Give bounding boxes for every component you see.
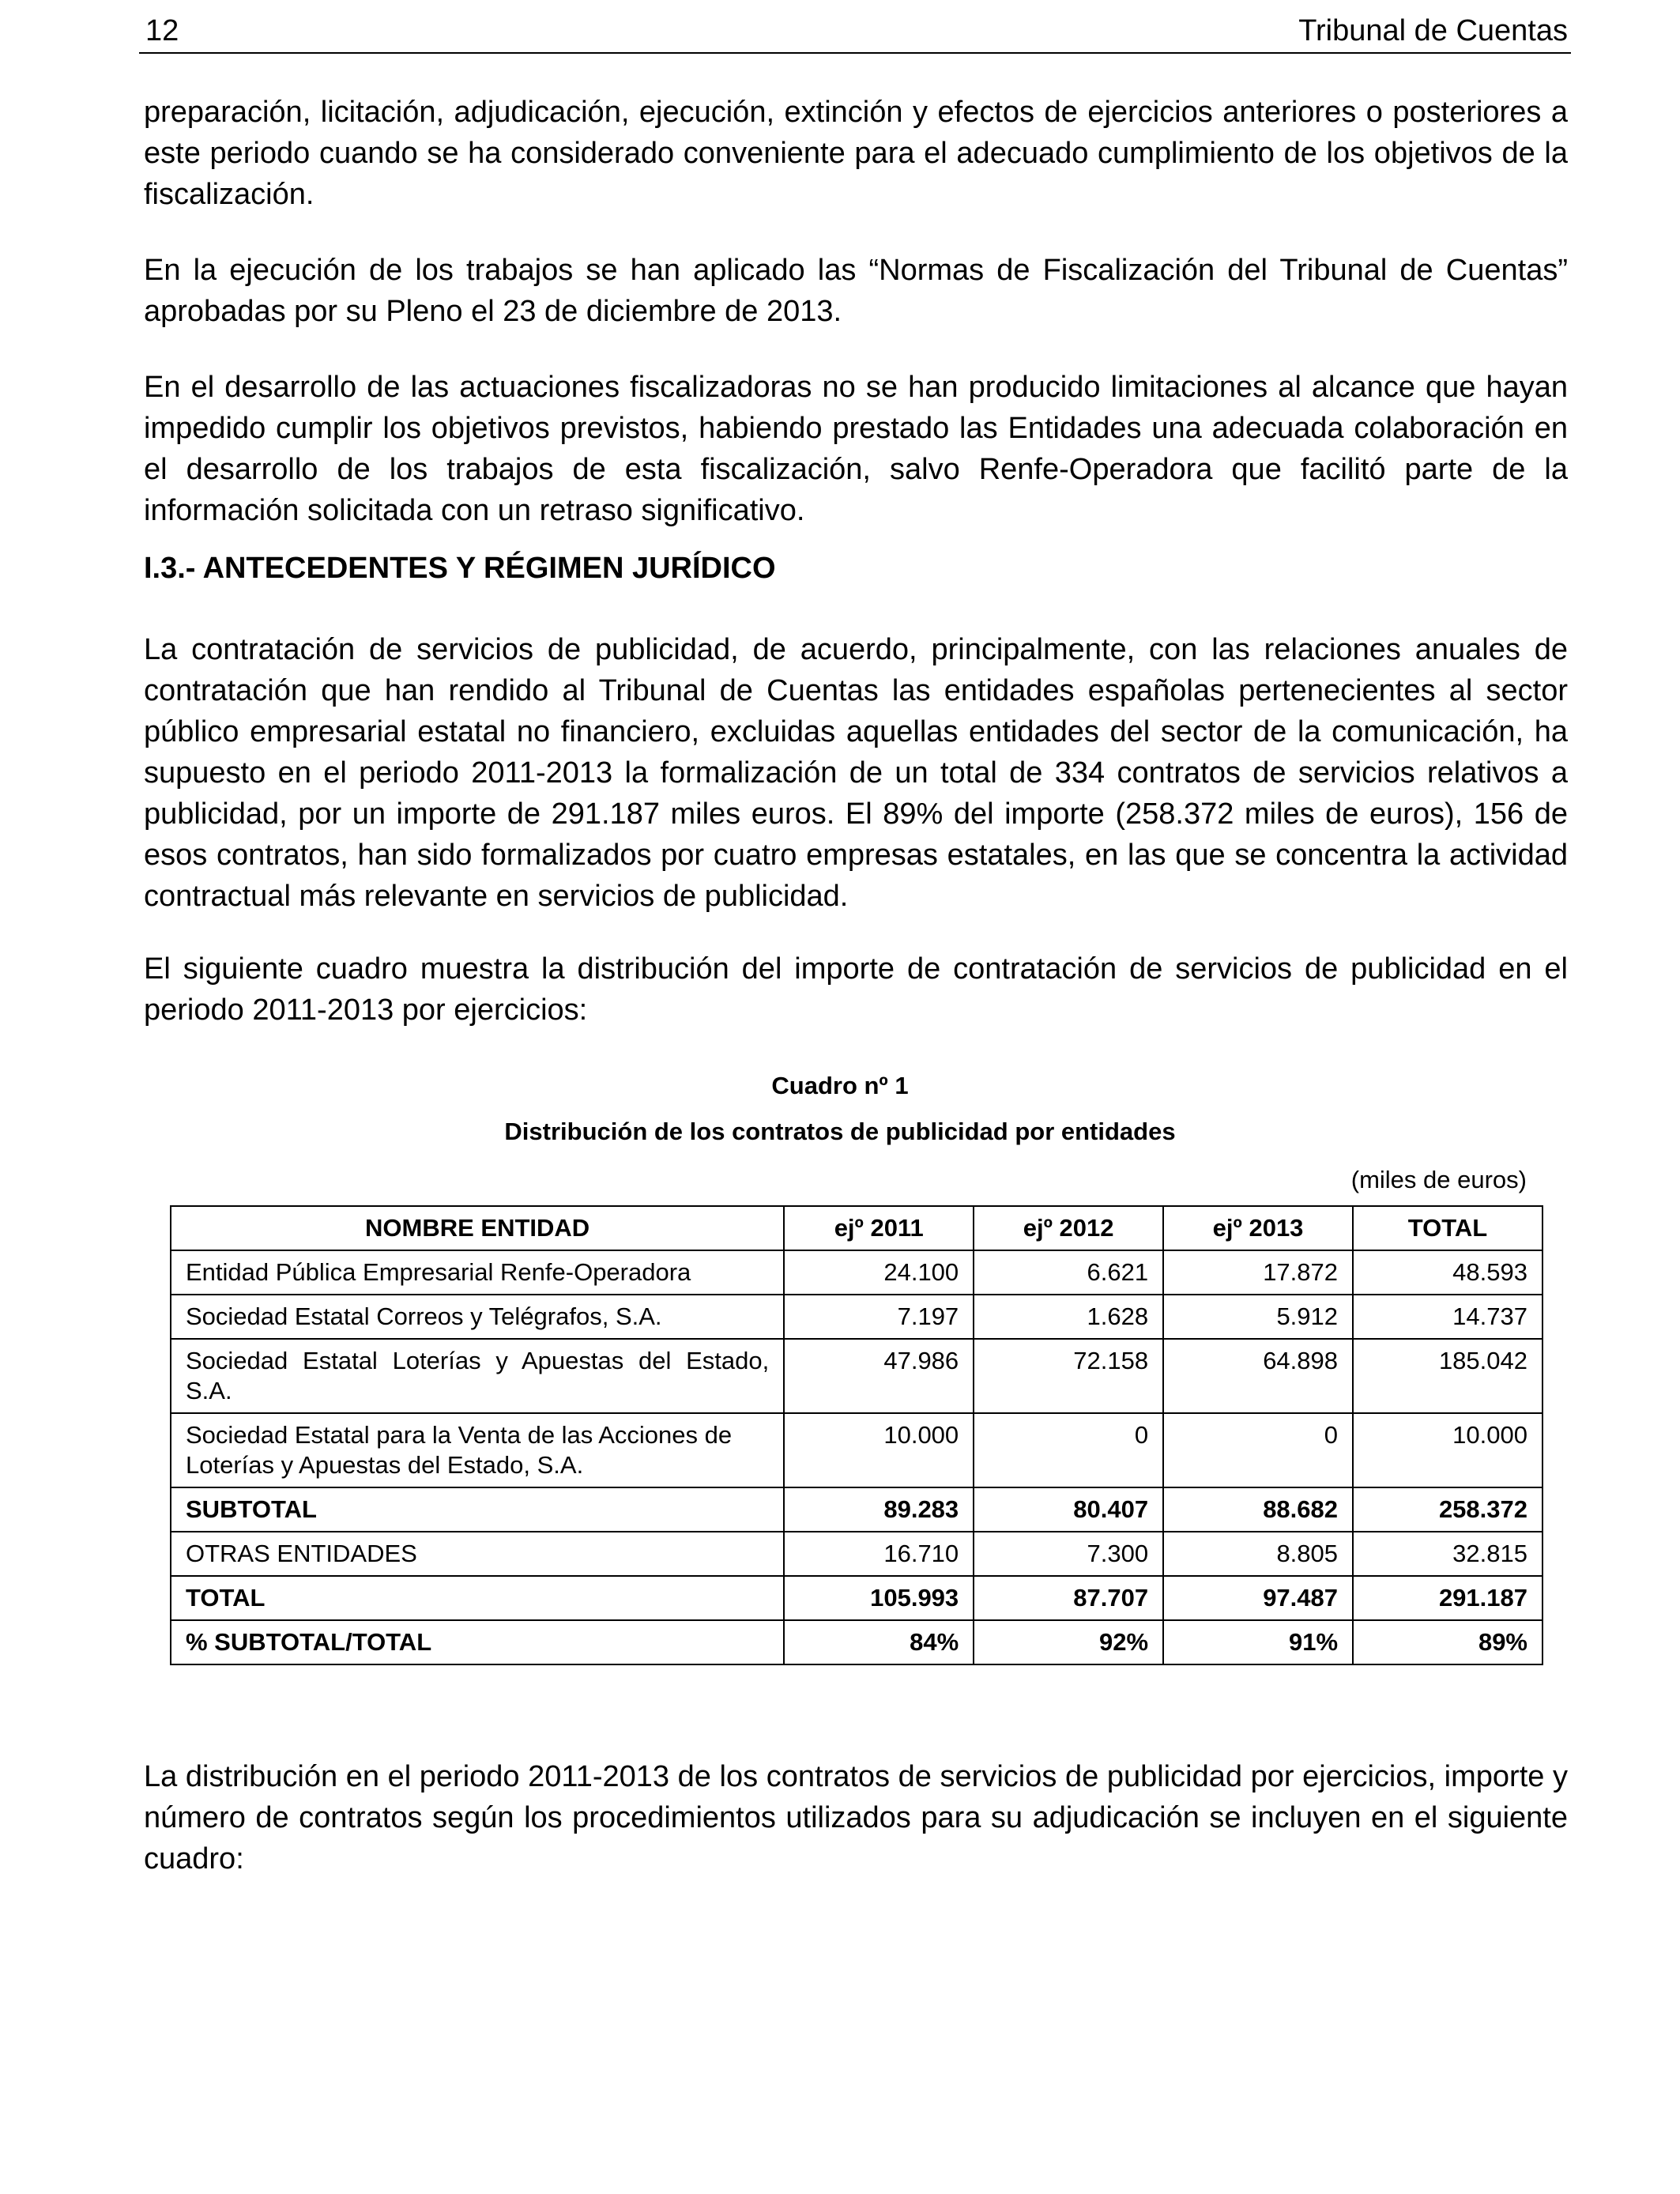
header-2013: ejº 2013 xyxy=(1163,1206,1353,1250)
running-title: Tribunal de Cuentas xyxy=(1298,14,1568,47)
percentage-row xyxy=(171,1620,1543,1664)
cell-total: 291.187 xyxy=(1353,1576,1543,1620)
cell-2013: 88.682 xyxy=(1163,1487,1353,1532)
table-subtitle: Distribución de los contratos de publicidad por entidades xyxy=(504,1118,1176,1145)
table-row xyxy=(171,1250,1543,1295)
cell-2013: 91% xyxy=(1163,1620,1353,1664)
cell-2011: 89.283 xyxy=(784,1487,974,1532)
table-caption: Cuadro nº 1 xyxy=(771,1072,909,1099)
table-row xyxy=(171,1413,1543,1487)
cell-2011: 24.100 xyxy=(784,1250,974,1295)
paragraph-1-text: preparación, licitación, adjudicación, ejecución, extinción y efectos de ejercicios anteriores o posteriores a este periodo cuando se ha considerado conveniente para el adecuado cumplimiento de los objetivos de la fiscalización. xyxy=(144,96,1568,211)
paragraph-5 xyxy=(144,948,1568,1031)
cell-2011: 16.710 xyxy=(784,1532,974,1576)
cell-entity: % SUBTOTAL/TOTAL xyxy=(171,1620,784,1664)
cell-entity: OTRAS ENTIDADES xyxy=(171,1532,784,1576)
cell-2013: 64.898 xyxy=(1163,1339,1353,1413)
paragraph-4 xyxy=(144,629,1568,917)
table-row xyxy=(171,1532,1543,1576)
page-header xyxy=(139,8,1571,54)
cell-2013: 97.487 xyxy=(1163,1576,1353,1620)
cell-2013: 17.872 xyxy=(1163,1250,1353,1295)
cell-entity: Sociedad Estatal Correos y Telégrafos, S.A. xyxy=(171,1295,784,1339)
total-row xyxy=(171,1576,1543,1620)
cell-entity: Sociedad Estatal para la Venta de las Acciones de Loterías y Apuestas del Estado, S.A. xyxy=(171,1413,784,1487)
cell-2012: 1.628 xyxy=(974,1295,1163,1339)
paragraph-1 xyxy=(144,92,1568,215)
cell-2012: 0 xyxy=(974,1413,1163,1487)
paragraph-2-text: En la ejecución de los trabajos se han aplicado las “Normas de Fiscalización del Tribunal de Cuentas” aprobadas por su Pleno el 23 de diciembre de 2013. xyxy=(144,254,1568,328)
cell-2012: 87.707 xyxy=(974,1576,1163,1620)
table-units: (miles de euros) xyxy=(1350,1166,1527,1193)
cell-total: 48.593 xyxy=(1353,1250,1543,1295)
subtotal-row xyxy=(171,1487,1543,1532)
cell-2013: 5.912 xyxy=(1163,1295,1353,1339)
cell-total: 258.372 xyxy=(1353,1487,1543,1532)
cell-total: 10.000 xyxy=(1353,1413,1543,1487)
table-row xyxy=(171,1339,1543,1413)
table-row xyxy=(171,1295,1543,1339)
entity-contracts-table xyxy=(170,1205,1543,1665)
cell-2012: 92% xyxy=(974,1620,1163,1664)
paragraph-3 xyxy=(144,367,1568,531)
cell-entity: Entidad Pública Empresarial Renfe-Operadora xyxy=(171,1250,784,1295)
cell-2011: 105.993 xyxy=(784,1576,974,1620)
paragraph-4-text: La contratación de servicios de publicidad, de acuerdo, principalmente, con las relaciones anuales de contratación que han rendido al Tribunal de Cuentas las entidades españolas pertenecientes al sector público empresarial estatal no financiero, excluidas aquellas entidades del sector de la comunicación, ha supuesto en el periodo 2011-2013 la formalización de un total de 334 contratos de servicios relativos a publicidad, por un importe de 291.187 miles euros. El 89% del importe (258.372 miles de euros), 156 de esos contratos, han sido formalizados por cuatro empresas estatales, en las que se concentra la actividad contractual más relevante en servicios de publicidad. xyxy=(144,633,1568,913)
header-total: TOTAL xyxy=(1353,1206,1543,1250)
cell-total: 32.815 xyxy=(1353,1532,1543,1576)
cell-2011: 47.986 xyxy=(784,1339,974,1413)
paragraph-2 xyxy=(144,250,1568,332)
cell-entity: Sociedad Estatal Loterías y Apuestas del Estado, S.A. xyxy=(171,1339,784,1413)
cell-entity: TOTAL xyxy=(171,1576,784,1620)
cell-2013: 8.805 xyxy=(1163,1532,1353,1576)
cell-total: 14.737 xyxy=(1353,1295,1543,1339)
paragraph-5-text: El siguiente cuadro muestra la distribución del importe de contratación de servicios de publicidad en el periodo 2011-2013 por ejercicios: xyxy=(144,952,1568,1027)
cell-entity: SUBTOTAL xyxy=(171,1487,784,1532)
cell-2012: 72.158 xyxy=(974,1339,1163,1413)
cell-2011: 10.000 xyxy=(784,1413,974,1487)
cell-2011: 7.197 xyxy=(784,1295,974,1339)
section-heading: I.3.- ANTECEDENTES Y RÉGIMEN JURÍDICO xyxy=(144,552,776,585)
paragraph-6 xyxy=(144,1756,1568,1879)
cell-2012: 80.407 xyxy=(974,1487,1163,1532)
header-entity: NOMBRE ENTIDAD xyxy=(171,1206,784,1250)
cell-total: 89% xyxy=(1353,1620,1543,1664)
header-2011: ejº 2011 xyxy=(784,1206,974,1250)
cell-2013: 0 xyxy=(1163,1413,1353,1487)
table-header-row xyxy=(171,1206,1543,1250)
cell-2011: 84% xyxy=(784,1620,974,1664)
cell-2012: 6.621 xyxy=(974,1250,1163,1295)
cell-total: 185.042 xyxy=(1353,1339,1543,1413)
header-2012: ejº 2012 xyxy=(974,1206,1163,1250)
paragraph-3-text: En el desarrollo de las actuaciones fiscalizadoras no se han producido limitaciones al alcance que hayan impedido cumplir los objetivos previstos, habiendo prestado las Entidades una adecuada colaboración en el desarrollo de los trabajos de esta fiscalización, salvo Renfe-Operadora que facilitó parte de la información solicitada con un retraso significativo. xyxy=(144,371,1568,527)
page-number: 12 xyxy=(145,14,179,47)
paragraph-6-text: La distribución en el periodo 2011-2013 de los contratos de servicios de publicidad por ejercicios, importe y número de contratos según los procedimientos utilizados para su adjudicación se incluyen en el siguiente cuadro: xyxy=(144,1760,1568,1875)
cell-2012: 7.300 xyxy=(974,1532,1163,1576)
